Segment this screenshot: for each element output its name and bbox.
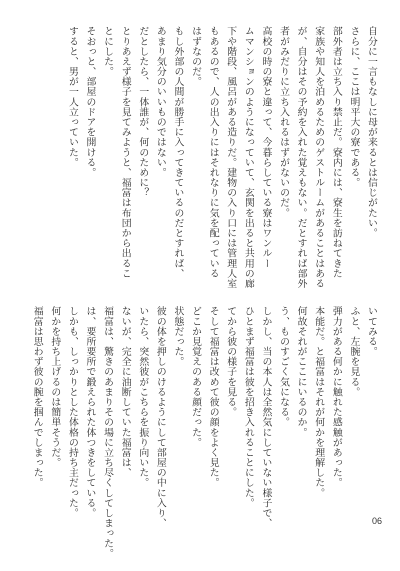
text-line: だとしたら、一体誰が、何のために？ <box>137 26 149 198</box>
text-line: しかし、当の本人は全然気にしていない様子で、 <box>260 306 272 528</box>
text-line: 状態だった。 <box>172 306 184 367</box>
page-number: 06 <box>371 516 382 526</box>
text-line: とりあえず様子を見てみようと、福富は布団から出るこ <box>119 26 131 279</box>
text-line: 福富は、驚きのあまりその場に立ち尽くしてしまった。 <box>102 306 114 559</box>
text-line: ひとまず福富は彼を招き入れることにした。 <box>242 306 254 508</box>
text-line: 彼の体を押しのけるようにして部屋の中に入り、 <box>154 306 166 528</box>
text-line: ないが、完全に油断していた福富は、 <box>119 306 131 478</box>
text-line: もあるので、人の出入りにはそれなりに気を配っている <box>207 26 219 279</box>
upper-text-block <box>63 26 380 289</box>
text-line: 弾力がある何かに触れた感触があった。 <box>330 306 342 488</box>
text-line: 家族や知人を泊めるためのゲストルームがあることはある <box>313 26 325 289</box>
text-line: てから彼の様子を見る。 <box>225 306 237 417</box>
text-line: そおっと、部屋のドアを開ける。 <box>84 26 96 178</box>
text-line: 福富は思わず彼の腕を掴んでしまった。 <box>31 306 43 488</box>
text-line: 自分に一言もなしに母が来るとは信じがたい。 <box>366 26 377 238</box>
text-line: はずなのだ。 <box>190 26 202 87</box>
text-line: は、要所要所で鍛えられた体つきをしている。 <box>84 306 96 518</box>
text-line: ムマンションのようになっていて、玄関を出ると共用の廊 <box>242 26 254 289</box>
lower-text-block <box>28 306 380 559</box>
text-line: 高校の時の寮と違って、今暮らしている寮はワンルー <box>260 26 272 269</box>
text-line: もし外部の人間が勝手に入ってきているのだとすれば、 <box>172 26 184 279</box>
text-line: さらに、ここは明平大の寮である。 <box>348 26 360 188</box>
text-line: う、ものすごく気になる。 <box>278 306 290 428</box>
text-line: 何かを持ち上げるのは簡単そうだ。 <box>49 306 61 468</box>
text-line: とにした。 <box>102 26 114 77</box>
text-line: 部外者は立ち入り禁止だ。寮内には、寮生を訪ねてきた <box>330 26 342 279</box>
text-line: どこか見覚えのある顔だった。 <box>190 306 202 448</box>
text-line: 本能だ。と福富はそれが何かを理解した。 <box>313 306 325 498</box>
text-line: すると、男が一人立っていた。 <box>66 26 78 168</box>
text-line: ふと、左腕を見る。 <box>348 306 360 397</box>
text-line: が、自分はその予約を入れた覚えもない。だとすれば部外 <box>295 26 307 289</box>
text-line: あまり気分のいいものではない。 <box>154 26 166 178</box>
text-line: そして福富は改めて彼の顔をよく見た。 <box>207 306 219 488</box>
text-line: 者がみだりに立ち入れるはずがないのだ。 <box>278 26 290 218</box>
text-line: いたら、突然彼がこちらを振り向いた。 <box>137 306 149 488</box>
text-line: いてみる。 <box>366 306 377 357</box>
text-line: 何故それがここにいるのか。 <box>295 306 307 438</box>
text-line: 下や階段、風呂がある造りだ。建物の入り口には管理人室 <box>225 26 237 289</box>
text-line: しかも、しっかりとした体格の持ち主だった。 <box>66 306 78 518</box>
